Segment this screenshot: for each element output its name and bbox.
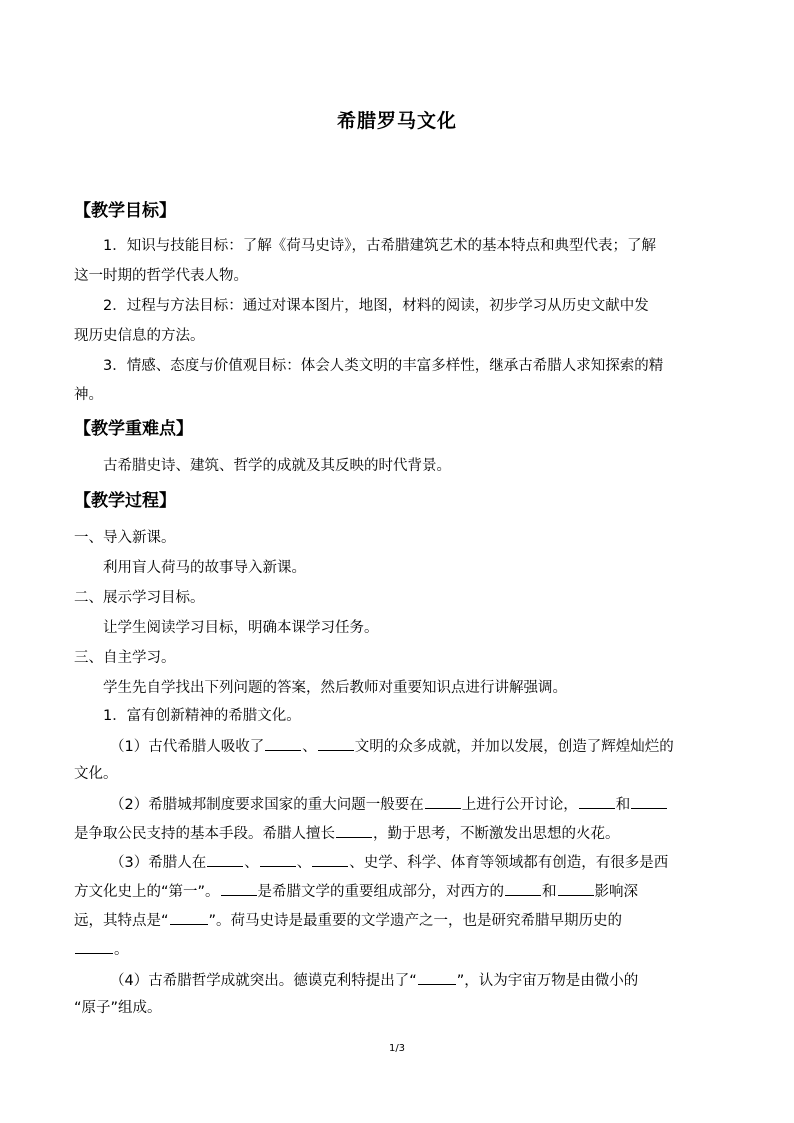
objective-3-line-2: 神。 [74, 387, 103, 403]
objective-2-line-1: 2．过程与方法目标：通过对课本图片，地图，材料的阅读，初步学习从历史文献中发 [103, 298, 649, 314]
step-2-text: 让学生阅读学习目标，明确本课学习任务。 [103, 620, 379, 636]
question-3-line-2 [74, 880, 638, 902]
text-segment: 和 [542, 884, 557, 900]
step-1-text: 利用盲人荷马的故事导入新课。 [103, 560, 306, 576]
answer-blank [318, 735, 354, 751]
text-segment: 和 [615, 797, 631, 813]
objective-1-line-1: 1．知识与技能目标：了解《荷马史诗》，古希腊建筑艺术的基本特点和典型代表；了解 [103, 238, 656, 254]
text-segment: 是争取公民支持的基本手段。希腊人擅长 [74, 826, 335, 842]
answer-blank [336, 822, 372, 838]
text-segment: ，勤于思考，不断激发出思想的火花。 [373, 826, 620, 842]
step-2-title: 二、展示学习目标。 [74, 590, 205, 606]
objective-2-line-2: 现历史信息的方法。 [74, 328, 205, 344]
keypoints-heading: 【教学重难点】 [74, 419, 193, 439]
question-4-line-1 [110, 969, 638, 991]
question-3-line-3 [74, 909, 622, 931]
text-segment: （4）古希腊哲学成就突出。德谟克利特提出了“ [110, 973, 417, 989]
answer-blank [221, 880, 257, 896]
answer-blank [631, 793, 667, 809]
keypoints-text: 古希腊史诗、建筑、哲学的成就及其反映的时代背景。 [103, 458, 451, 474]
question-4-line-2: “原子”组成。 [74, 1000, 162, 1016]
answer-blank [425, 793, 461, 809]
answer-blank [579, 793, 615, 809]
answer-blank [505, 880, 541, 896]
process-heading: 【教学过程】 [74, 491, 176, 511]
text-segment: ”。荷马史诗是最重要的文学遗产之一，也是研究希腊早期历史的 [208, 913, 623, 929]
step-3-text: 学生先自学找出下列问题的答案，然后教师对重要知识点进行讲解强调。 [103, 680, 567, 696]
text-segment: 是希腊文学的重要组成部分，对西方的 [257, 884, 505, 900]
step-3-title: 三、自主学习。 [74, 650, 176, 666]
page-number: 1/3 [388, 1043, 406, 1054]
answer-blank [558, 880, 594, 896]
text-segment: 、史学、科学、体育等领域都有创造，有很多是西 [349, 855, 669, 871]
text-segment: 远，其特点是“ [74, 913, 169, 929]
question-1-line-2: 文化。 [74, 766, 118, 782]
text-segment: （3）希腊人在 [110, 855, 207, 871]
answer-blank [265, 735, 301, 751]
answer-blank [418, 969, 456, 985]
text-segment: ”，认为宇宙万物是由微小的 [456, 973, 639, 989]
text-segment: 、 [296, 855, 312, 871]
text-segment: 文明的众多成就，并加以发展，创造了辉煌灿烂的 [354, 739, 674, 755]
page-title: 希腊罗马文化 [336, 110, 457, 132]
text-segment: （2）希腊城邦制度要求国家的重大问题一般要在 [110, 797, 424, 813]
answer-blank [207, 851, 243, 867]
question-3-line-1 [110, 851, 668, 873]
question-2-line-1 [110, 793, 668, 815]
objective-3-line-1: 3．情感、态度与价值观目标：体会人类文明的丰富多样性，继承古希腊人求知探索的精 [103, 358, 664, 374]
answer-blank [260, 851, 296, 867]
text-segment: 方文化史上的“第一”。 [74, 884, 220, 900]
question-3-line-4 [74, 938, 129, 960]
question-1-line-1 [110, 735, 674, 757]
question-section-title: 1．富有创新精神的希腊文化。 [103, 708, 301, 724]
objectives-heading: 【教学目标】 [74, 201, 176, 221]
text-segment: 上进行公开讨论， [461, 797, 578, 813]
text-segment: （1）古代希腊人吸收了 [110, 739, 265, 755]
answer-blank [312, 851, 348, 867]
text-segment: 。 [114, 942, 129, 958]
step-1-title: 一、导入新课。 [74, 530, 176, 546]
text-segment: 、 [302, 739, 317, 755]
text-segment: 、 [244, 855, 259, 871]
answer-blank [75, 938, 113, 954]
question-2-line-2 [74, 822, 620, 844]
objective-1-line-2: 这一时期的哲学代表人物。 [74, 268, 248, 284]
text-segment: 影响深 [594, 884, 639, 900]
answer-blank [170, 909, 208, 925]
